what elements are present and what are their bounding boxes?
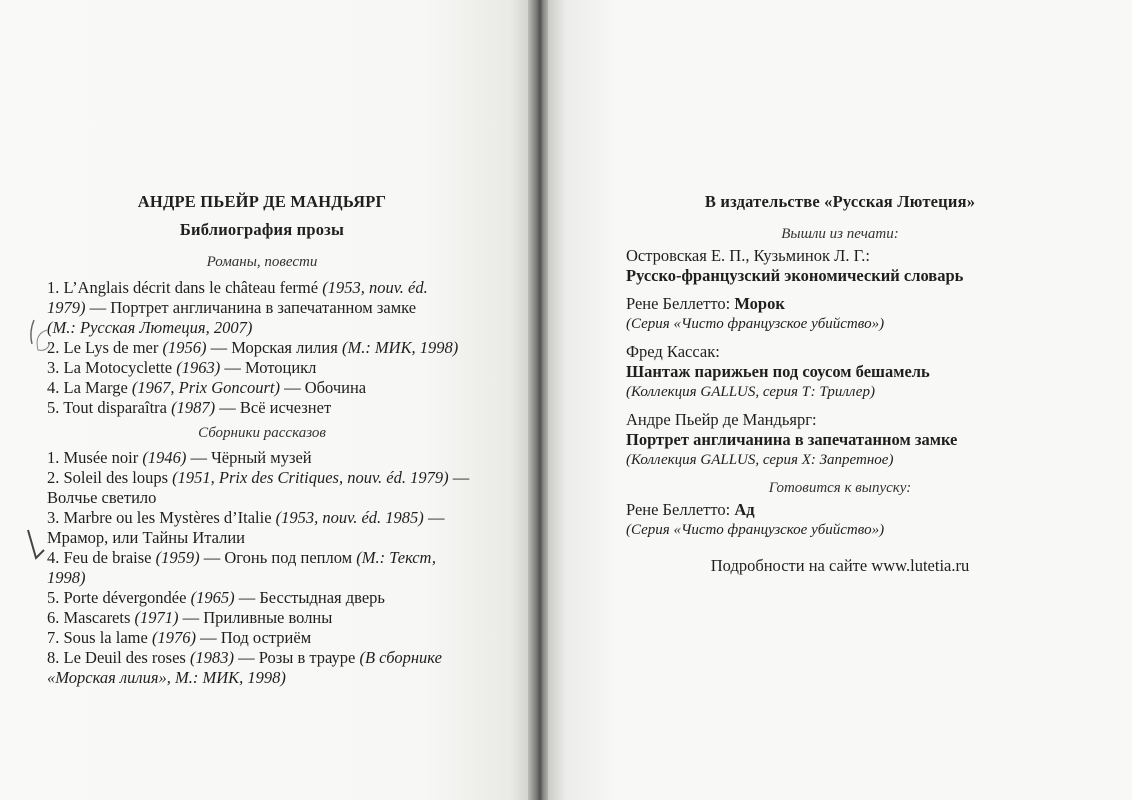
published-label: Вышли из печати: [781,226,899,242]
list-item: «Морская лилия», М.: МИК, 1998) [47,668,286,687]
novels-list [47,278,458,418]
entry3-title: Шантаж парижьен под соусом бешамель [626,362,930,381]
pencil-arrow-icon [22,528,52,568]
entry1-title: Русско-французский экономический словарь [626,266,964,285]
list-item: 3. Marbre ou les Mystères d’Italie (1953, nouv. éd. 1985) — [47,508,445,527]
list-item: Волчье светило [47,488,157,507]
publisher-heading: В издательстве «Русская Лютеция» [704,192,976,211]
stories-list [47,448,469,688]
entry4-title: Портрет англичанина в запечатанном замке [626,430,958,449]
entry3-author: Фред Кассак: [626,342,720,361]
list-item: 1. Musée noir (1946) — Чёрный музей [47,448,312,467]
list-item: (М.: Русская Лютеция, 2007) [47,318,253,337]
entry5-series: (Серия «Чисто французское убийство») [626,522,885,538]
entry2-series: (Серия «Чисто французское убийство») [626,316,885,332]
upcoming-label: Готовится к выпуску: [768,480,912,496]
author-heading: АНДРЕ ПЬЕЙР ДЕ МАНДЬЯРГ [137,192,387,211]
entry5: Рене Беллетто: Ад [626,500,755,519]
entry1-authors: Островская Е. П., Кузьминок Л. Г.: [626,246,870,265]
list-item: 1998) [47,568,86,587]
section-novels: Романы, повести [206,254,318,270]
entry2: Рене Беллетто: Морок [626,294,785,313]
left-page [0,0,532,800]
list-item: 2. Le Lys de mer (1956) — Морская лилия (М.: МИК, 1998) [47,338,459,357]
list-item: 4. La Marge (1967, Prix Goncourt) — Обочина [47,378,367,397]
list-item: 2. Soleil des loups (1951, Prix des Critiques, nouv. éd. 1979) — [47,468,470,487]
list-item: 7. Sous la lame (1976) — Под остриём [47,628,312,647]
list-item: 6. Mascarets (1971) — Приливные волны [47,608,333,627]
list-item: 4. Feu de braise (1959) — Огонь под пеплом (М.: Текст, [47,548,436,567]
list-item: 3. La Motocyclette (1963) — Мотоцикл [47,358,317,377]
list-item: 1979) — Портрет англичанина в запечатанном замке [47,298,417,317]
bibliography-subtitle: Библиография прозы [179,220,345,239]
footer-website: Подробности на сайте www.lutetia.ru [710,556,970,575]
pencil-mark-icon [20,318,60,358]
list-item: Мрамор, или Тайны Италии [47,528,246,547]
section-stories: Сборники рассказов [198,425,326,441]
list-item: 5. Porte dévergondée (1965) — Бесстыдная дверь [47,588,385,607]
list-item: 8. Le Deuil des roses (1983) — Розы в трауре (В сборнике [47,648,442,667]
list-item: 5. Tout disparaîtra (1987) — Всё исчезнет [47,398,332,417]
right-page [548,0,1132,800]
entry4-author: Андре Пьейр де Мандьярг: [626,410,817,429]
entry4-series: (Коллекция GALLUS, серия Х: Запретное) [626,452,894,468]
entry3-series: (Коллекция GALLUS, серия Т: Триллер) [626,384,875,400]
list-item: 1. L’Anglais décrit dans le château fermé (1953, nouv. éd. [47,278,428,297]
